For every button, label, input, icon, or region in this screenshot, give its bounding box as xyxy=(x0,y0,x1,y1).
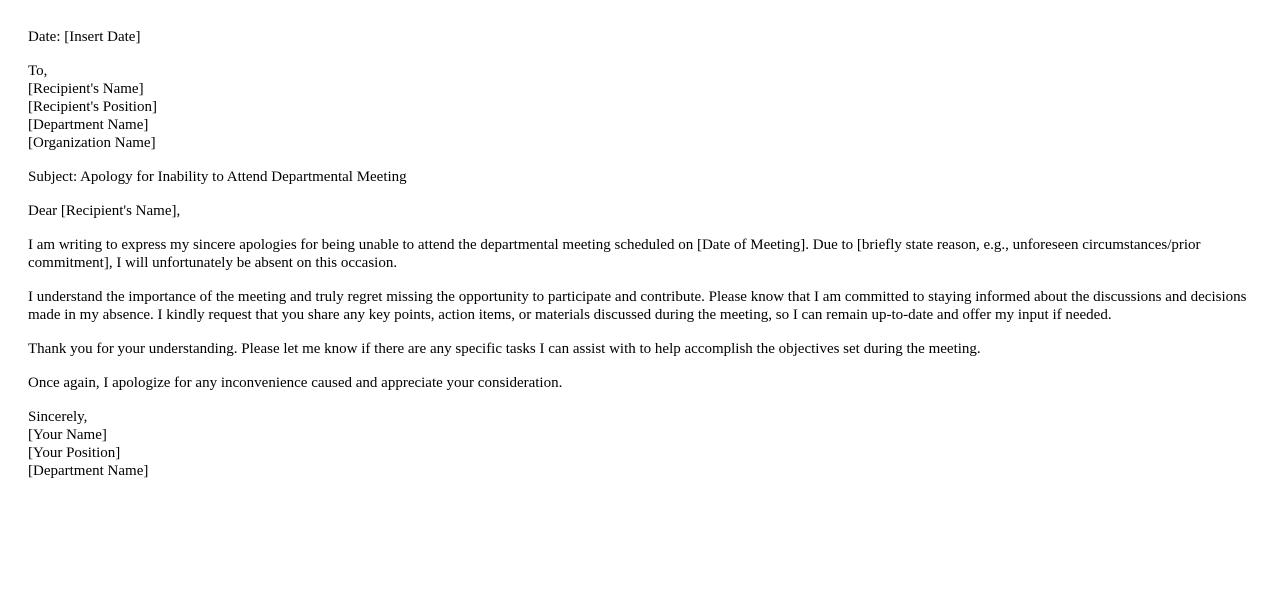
date-line: Date: [Insert Date] xyxy=(28,29,141,45)
address-to: To, xyxy=(28,63,48,79)
body-paragraph-text: Thank you for your understanding. Please let me know if there are any specific tasks I can assist with to help accomplish the objectives set during the meeting. xyxy=(28,341,981,357)
subject-line: Subject: Apology for Inability to Attend Departmental Meeting xyxy=(28,169,407,185)
body-paragraph-3 xyxy=(28,340,1250,358)
salutation-block xyxy=(28,202,1250,220)
body-paragraph-text: Once again, I apologize for any inconvenience caused and appreciate your consideration. xyxy=(28,375,563,391)
recipient-name: [Recipient's Name] xyxy=(28,81,144,97)
salutation: Dear [Recipient's Name], xyxy=(28,203,181,219)
sender-position: [Your Position] xyxy=(28,445,121,461)
body-paragraph-text: I understand the importance of the meeting and truly regret missing the opportunity to participate and contribute. Please know that I am committed to staying informed about the discussions and decisions made in my absence. I kindly request that you share any key points, action items, or materials discussed during the meeting, so I can remain up-to-date and offer my input if needed. xyxy=(28,289,1247,323)
body-paragraph-text: I am writing to express my sincere apologies for being unable to attend the departmental meeting scheduled on [Date of Meeting]. Due to [briefly state reason, e.g., unforeseen circumstances/prior commitment], I will unfortunately be absent on this occasion. xyxy=(28,237,1201,271)
body-paragraph-2 xyxy=(28,288,1250,324)
recipient-organization: [Organization Name] xyxy=(28,135,156,151)
date-line-block xyxy=(28,28,1250,46)
recipient-position: [Recipient's Position] xyxy=(28,99,157,115)
valediction: Sincerely, xyxy=(28,409,88,425)
recipient-address xyxy=(28,62,1250,152)
body-paragraph-1 xyxy=(28,236,1250,272)
recipient-department: [Department Name] xyxy=(28,117,149,133)
letter-document xyxy=(28,28,1250,496)
body-paragraph-4 xyxy=(28,374,1250,392)
subject-block xyxy=(28,168,1250,186)
signature-block xyxy=(28,408,1250,480)
sender-department: [Department Name] xyxy=(28,463,149,479)
sender-name: [Your Name] xyxy=(28,427,107,443)
